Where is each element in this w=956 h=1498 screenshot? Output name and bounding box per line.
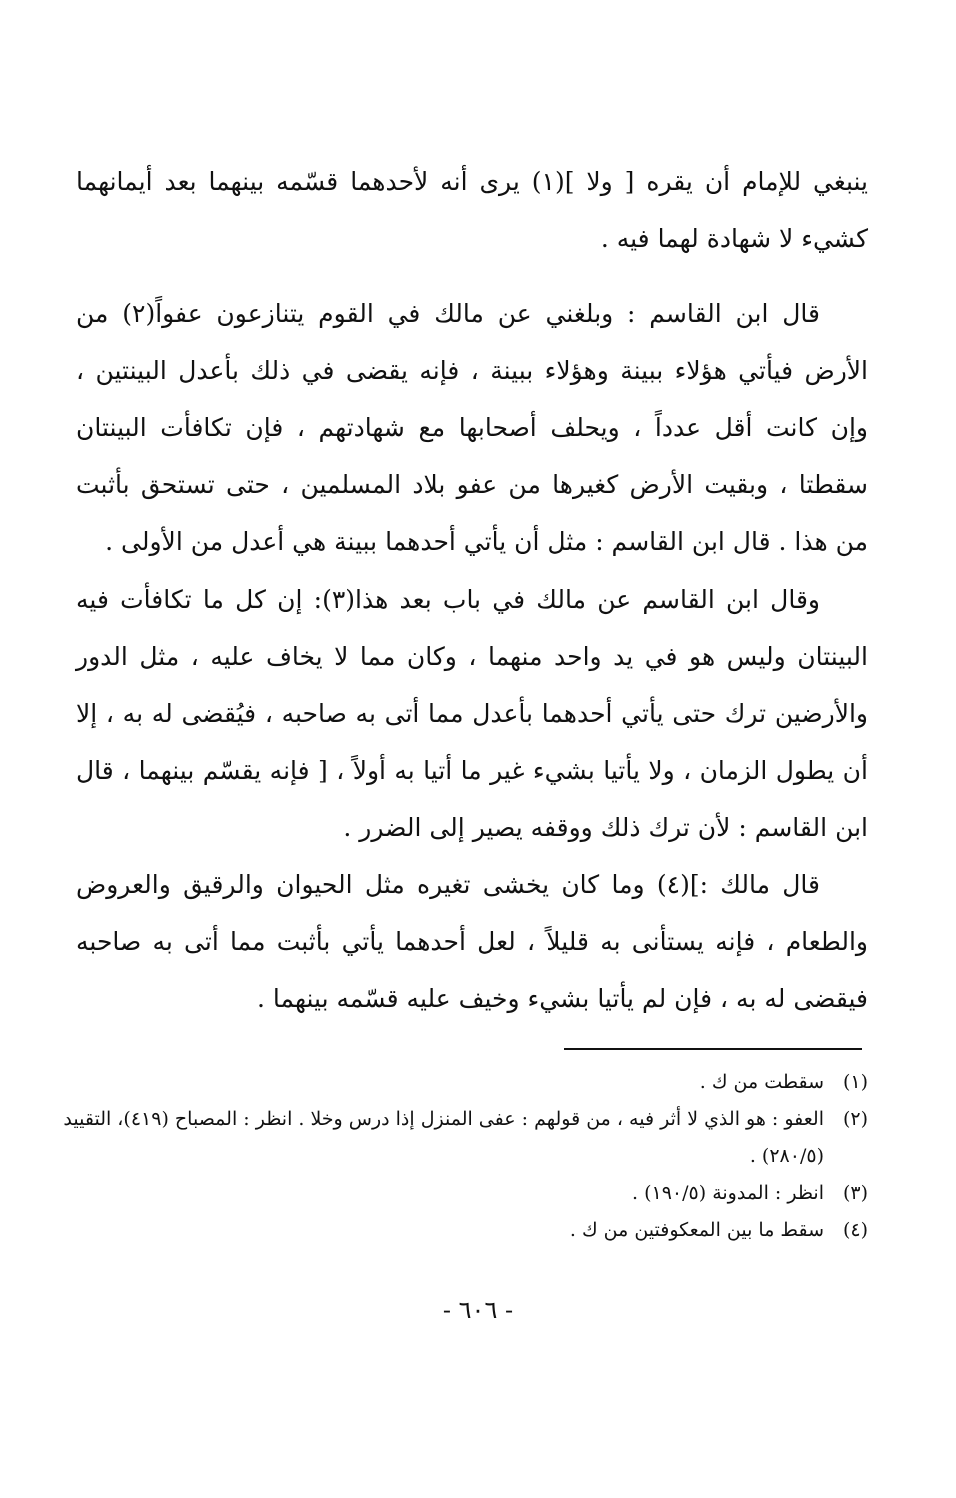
footnote-text: سقط ما بين المعكوفتين من ك . [569,1219,824,1241]
main-paragraph-1 [76,153,868,267]
footnote-text: سقطت من ك . [699,1071,824,1093]
main-paragraph-4 [76,856,868,1027]
footnote-number: (١) [842,1071,868,1093]
paragraph-text: ينبغي للإمام أن يقره [ ولا ](١) يرى أنه لأحدهما قسّمه بينهما بعد أيمانهما كشيء لا شهادة لهما فيه . [76,167,868,253]
paragraph-text: قال ابن القاسم : وبلغني عن مالك في القوم يتنازعون عفواً(٢) من الأرض فيأتي هؤلاء ببينة وهؤلاء ببينة ، فإنه يقضى في ذلك بأعدل البينتين ، وإن كانت أقل عدداً ، ويحلف أصحابها مع شهادتهم ، فإن تكافأت البينتان سقطتا ، وبقيت الأرض كغيرها من عفو بلاد المسلمين ، حتى تستحق بأثبت من هذا . قال ابن القاسم : مثل أن يأتي أحدهما ببينة هي أعدل من الأولى . [76,299,868,556]
footnotes-section [52,1064,868,1249]
paragraph-text: وقال ابن القاسم عن مالك في باب بعد هذا(٣): إن كل ما تكافأت فيه البينتان وليس هو في يد واحد منهما ، وكان مما لا يخاف عليه ، مثل الدور والأرضين ترك حتى يأتي أحدهما بأعدل مما أتى به صاحبه ، فيُقضى له به ، إلا أن يطول الزمان ، ولا يأتيا بشيء غير ما أتيا به أولاً ، [ فإنه يقسّم بينهما ، قال ابن القاسم : لأن ترك ذلك ووقفه يصير إلى الضرر . [76,585,868,842]
footnote-3 [52,1175,868,1212]
footnote-separator [564,1048,862,1050]
footnote-2 [52,1101,868,1175]
page-number: - ٦٠٦ - [442,1296,514,1324]
main-paragraph-3 [76,571,868,856]
footnote-number: (٢) [842,1108,868,1130]
main-paragraph-2 [76,285,868,570]
footnote-number: (٤) [842,1219,868,1241]
footnote-1 [52,1064,868,1101]
footnote-text: انظر : المدونة (١٩٠/٥) . [632,1182,824,1204]
footnote-text: العفو : هو الذي لا أثر فيه ، من قولهم : عفى المنزل إذا درس وخلا . انظر : المصباح (٤١٩)، التقييد (٢٨٠/٥) . [63,1108,824,1167]
footnote-number: (٣) [842,1182,868,1204]
paragraph-text: قال مالك :](٤) وما كان يخشى تغيره مثل الحيوان والرقيق والعروض والطعام ، فإنه يستأنى به قليلاً ، لعل أحدهما يأتي بأثبت مما أتى به صاحبه فيقضى له به ، فإن لم يأتيا بشيء وخيف عليه قسّمه بينهما . [76,870,868,1013]
footnote-4 [52,1212,868,1249]
